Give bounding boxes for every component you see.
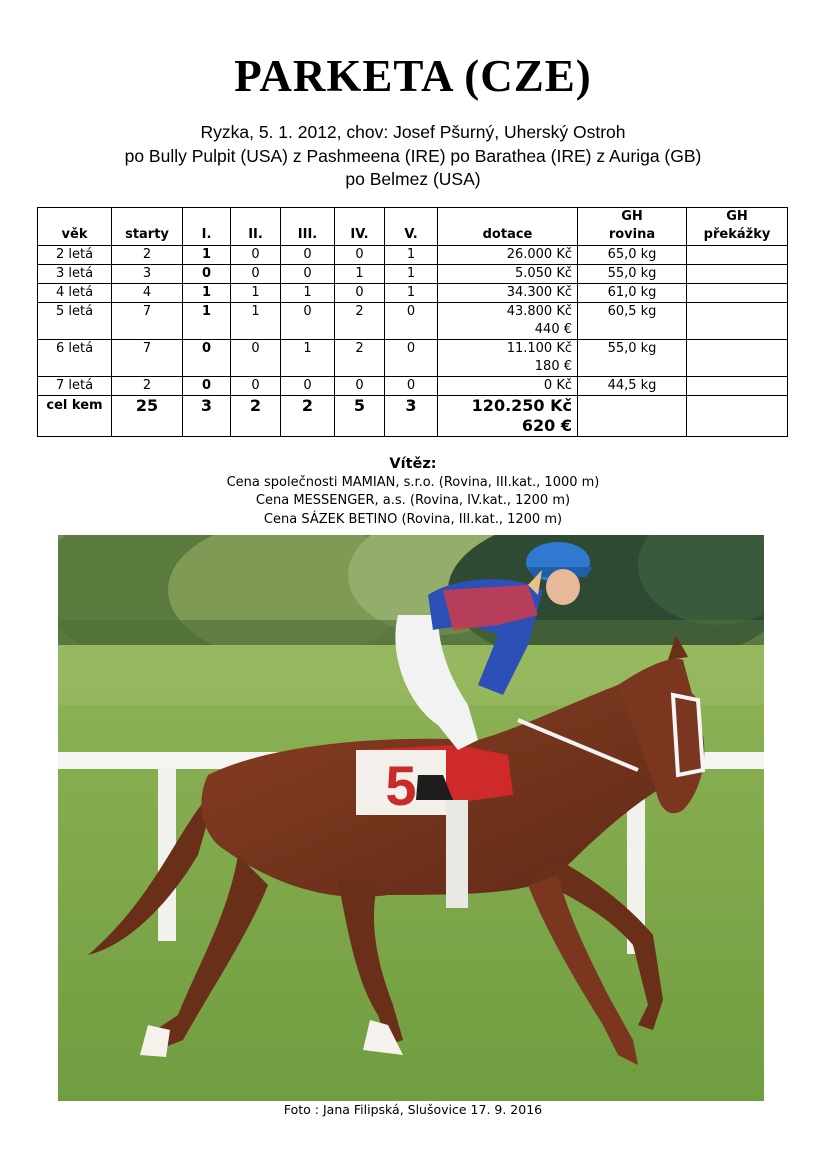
cell-age: 2 letá [38,246,112,265]
total-place-4: 5 [335,396,385,437]
cell-gh-jump [687,377,788,396]
cell-place-1: 1 [183,246,231,265]
header-place-1: I. [183,208,231,246]
cell-gh-flat: 55,0 kg [578,340,687,377]
cell-gh-jump [687,246,788,265]
cell-place-4: 0 [335,284,385,303]
cell-place-2: 0 [231,246,281,265]
header-age: věk [38,208,112,246]
cell-prize: 5.050 Kč [438,265,578,284]
cell-gh-jump [687,265,788,284]
cell-age: 7 letá [38,377,112,396]
cell-gh-flat: 55,0 kg [578,265,687,284]
table-header-row [38,208,788,246]
cell-gh-jump [687,303,788,340]
cell-place-4: 1 [335,265,385,284]
cell-starts: 7 [112,340,183,377]
header-prize: dotace [438,208,578,246]
cell-age: 4 letá [38,284,112,303]
cell-place-1: 0 [183,340,231,377]
cell-place-3: 1 [281,284,335,303]
winner-race-3: Cena SÁZEK BETINO (Rovina, III.kat., 1200 m) [263,511,563,527]
horse-name-title: PARKETA (CZE) [234,51,592,101]
cell-gh-jump [687,284,788,303]
cell-place-2: 1 [231,303,281,340]
header-place-3: III. [281,208,335,246]
winner-race-1: Cena společnosti MAMIAN, s.r.o. (Rovina, III.kat., 1000 m) [226,474,600,490]
cell-place-3: 0 [281,303,335,340]
cell-starts: 4 [112,284,183,303]
total-place-5: 3 [385,396,438,437]
horse-info-line-1: Ryzka, 5. 1. 2012, chov: Josef Pšurný, Uherský Ostroh [200,122,626,142]
cell-gh-jump [687,340,788,377]
header-place-4: IV. [335,208,385,246]
cell-prize: 0 Kč [438,377,578,396]
cell-place-1: 1 [183,284,231,303]
cell-prize: 26.000 Kč [438,246,578,265]
cell-place-4: 2 [335,340,385,377]
cell-starts: 7 [112,303,183,340]
pedigree-line-1: po Bully Pulpit (USA) z Pashmeena (IRE) po Barathea (IRE) z Auriga (GB) [124,146,702,166]
cell-age: 6 letá [38,340,112,377]
total-place-1: 3 [183,396,231,437]
race-record-table [37,207,788,437]
cell-place-1: 0 [183,377,231,396]
cell-place-4: 2 [335,303,385,340]
table-row [38,377,788,396]
cell-place-2: 1 [231,284,281,303]
header-gh-flat: GH rovina [578,208,687,246]
horse-photo [58,535,764,1101]
cell-place-3: 1 [281,340,335,377]
total-gh-flat [578,396,687,437]
cell-prize: 11.100 Kč 180 € [438,340,578,377]
table-row [38,340,788,377]
cell-gh-flat: 61,0 kg [578,284,687,303]
cell-place-3: 0 [281,246,335,265]
table-row [38,303,788,340]
cell-place-5: 1 [385,246,438,265]
header-gh-jump: GH překážky [687,208,788,246]
cell-place-4: 0 [335,246,385,265]
cell-place-3: 0 [281,377,335,396]
header-place-5: V. [385,208,438,246]
table-total-row [38,396,788,437]
cell-age: 3 letá [38,265,112,284]
cell-place-2: 0 [231,377,281,396]
cell-place-5: 0 [385,377,438,396]
cell-place-2: 0 [231,340,281,377]
photo-caption: Foto : Jana Filipská, Slušovice 17. 9. 2016 [283,1102,543,1117]
cell-starts: 3 [112,265,183,284]
cell-age: 5 letá [38,303,112,340]
table-row [38,246,788,265]
cell-starts: 2 [112,377,183,396]
total-place-3: 2 [281,396,335,437]
cell-place-5: 1 [385,284,438,303]
table-row [38,284,788,303]
total-gh-jump [687,396,788,437]
cell-place-2: 0 [231,265,281,284]
pedigree-line-2: po Belmez (USA) [345,169,481,189]
cell-place-5: 0 [385,303,438,340]
cell-place-3: 0 [281,265,335,284]
total-starts: 25 [112,396,183,437]
winner-title: Vítěz: [389,456,437,472]
table-row [38,265,788,284]
header-starts: starty [112,208,183,246]
cell-place-1: 0 [183,265,231,284]
cell-prize: 34.300 Kč [438,284,578,303]
saddle-number: 5 [385,754,417,817]
cell-place-4: 0 [335,377,385,396]
cell-place-1: 1 [183,303,231,340]
cell-gh-flat: 44,5 kg [578,377,687,396]
cell-gh-flat: 60,5 kg [578,303,687,340]
total-prize: 120.250 Kč 620 € [438,396,578,437]
total-place-2: 2 [231,396,281,437]
cell-place-5: 1 [385,265,438,284]
winner-race-2: Cena MESSENGER, a.s. (Rovina, IV.kat., 1200 m) [255,493,571,508]
header-place-2: II. [231,208,281,246]
cell-starts: 2 [112,246,183,265]
cell-gh-flat: 65,0 kg [578,246,687,265]
total-label: cel kem [38,396,112,437]
cell-prize: 43.800 Kč 440 € [438,303,578,340]
winner-section [0,455,826,529]
cell-place-5: 0 [385,340,438,377]
